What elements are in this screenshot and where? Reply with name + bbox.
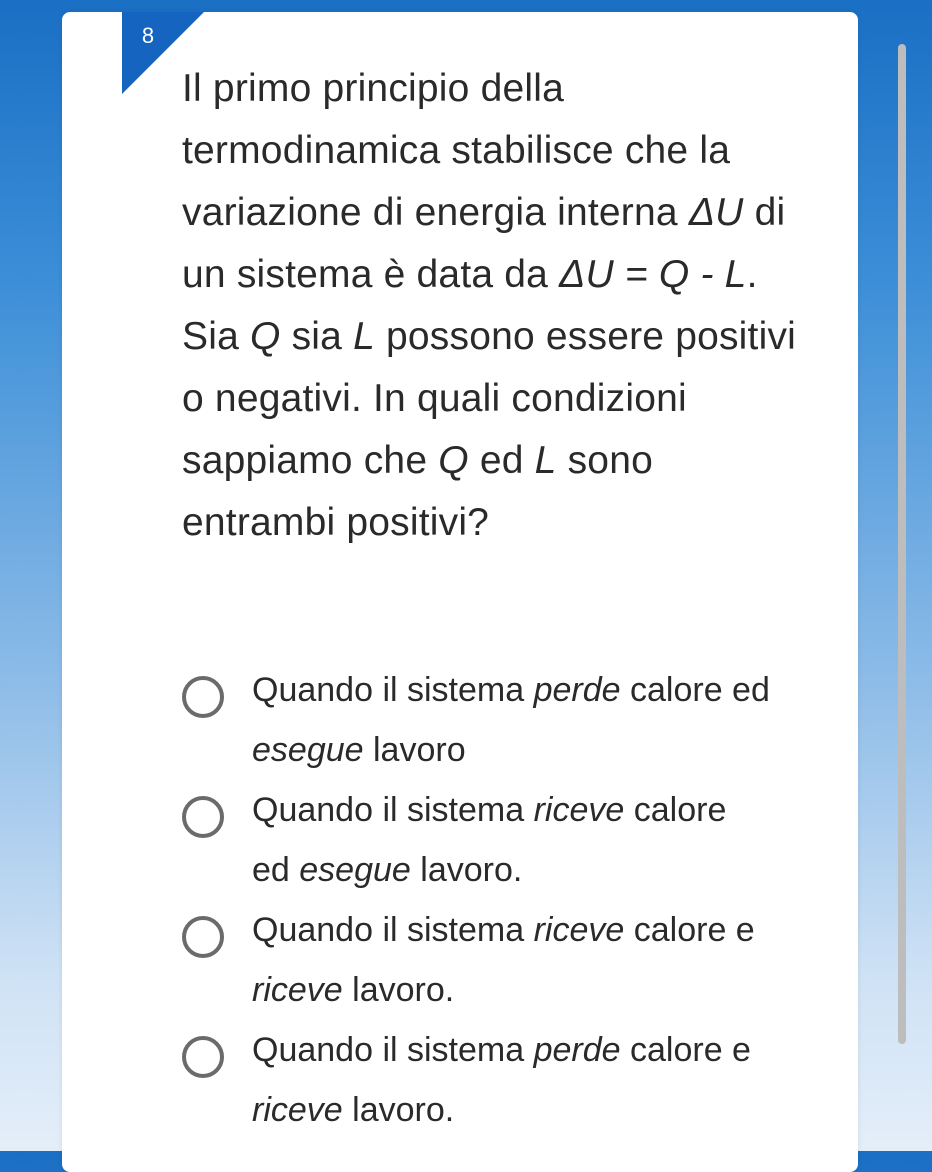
- question-number: 8: [141, 23, 155, 48]
- question-text: [182, 58, 802, 554]
- radio-button[interactable]: [182, 796, 224, 838]
- answer-option-3[interactable]: [180, 900, 800, 1020]
- question-text-part: di un sistema è data da: [182, 191, 786, 296]
- question-text-part: sia: [280, 315, 354, 358]
- question-text-part: sono entrambi positivi?: [182, 439, 653, 544]
- radio-button[interactable]: [182, 916, 224, 958]
- answer-option-4[interactable]: [180, 1020, 800, 1140]
- answer-option-label[interactable]: Quando il sistema perde calore e riceve lavoro.: [252, 1031, 751, 1129]
- answer-option-label[interactable]: Quando il sistema perde calore ed esegue lavoro: [252, 671, 770, 769]
- answer-option-label[interactable]: Quando il sistema riceve calore ed esegue lavoro.: [252, 791, 727, 889]
- answer-option-1[interactable]: [180, 660, 800, 780]
- q-symbol: Q: [438, 439, 469, 482]
- answer-option-2[interactable]: [180, 780, 800, 900]
- answer-option-label[interactable]: Quando il sistema riceve calore e riceve lavoro.: [252, 911, 755, 1009]
- q-symbol: Q: [250, 315, 281, 358]
- radio-button[interactable]: [182, 676, 224, 718]
- answer-options: [180, 660, 800, 1140]
- l-symbol: L: [534, 439, 557, 482]
- question-text-part: possono essere positivi o negativi. In quali condizioni sappiamo che: [182, 315, 797, 482]
- question-text-part: Il primo principio della termodinamica stabilisce che la variazione di energia interna: [182, 67, 731, 234]
- question-text-part: ed: [468, 439, 535, 482]
- question-text-part: . Sia: [182, 253, 758, 358]
- scrollbar[interactable]: [898, 44, 906, 1044]
- l-symbol: L: [353, 315, 375, 358]
- equation: ΔU = Q - L: [559, 253, 747, 296]
- radio-button[interactable]: [182, 1036, 224, 1078]
- delta-u-symbol: ΔU: [688, 191, 744, 234]
